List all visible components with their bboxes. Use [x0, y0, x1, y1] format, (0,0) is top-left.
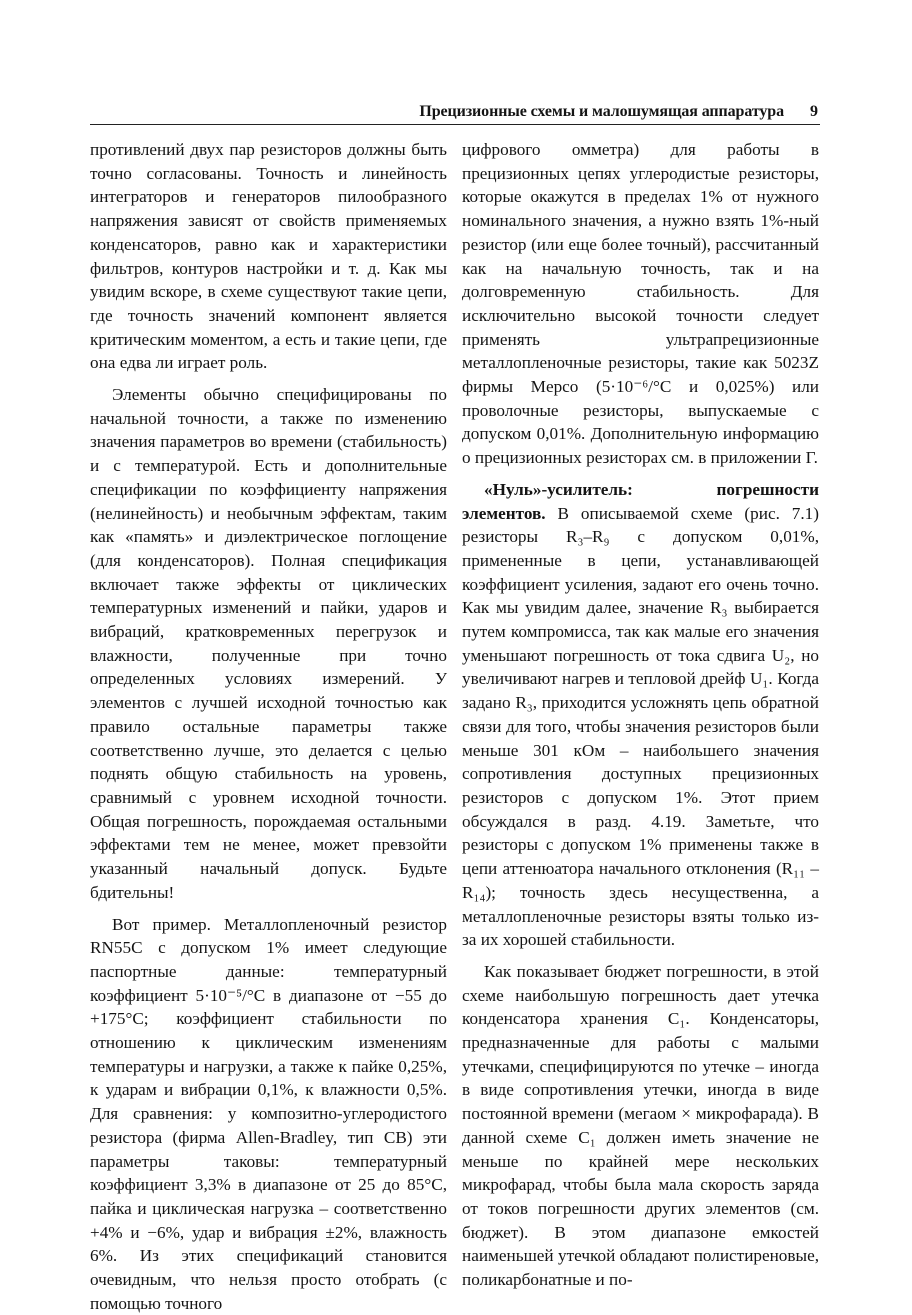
paragraph-body: В описываемой схеме (рис. 7.1) резисторы R₃–R₉ с допуском 0,01%, примененные в цепи, устанавливающей коэффициент усиления, задают его очень точно. Как мы увидим далее, значение R₃ выбирается путем компромисса, так как малые его значения уменьшают погрешность от тока сдвига U₂, но увеличивают нагрев и тепловой дрейф U₁. Когда задано R₃, приходится усложнять цепь обратной связи для того, чтобы значения резисторов были меньше 301 кОм – наибольшего значения сопротивления доступных прецизионных резисторов с допуском 1%. Этот прием обсуждался в разд. 4.19. Заметьте, что резисторы с допуском 1% применены также в цепи аттенюатора начального отклонения (R₁₁ – R₁₄); точность здесь несущественна, а металлопленочные резисторы взяты только из-за их хорошей стабильности.: [462, 504, 819, 950]
page-number: 9: [810, 103, 818, 121]
header-title: Прецизионные схемы и малошумящая аппаратура: [419, 103, 784, 121]
paragraph: цифрового омметра) для работы в прецизионных цепях углеродистые резисторы, которые окажутся в пределах 1% от нужного номинального значения, а нужно взять 1%-ный резистор (или еще более точный), рассчитанный как на начальную точность, так и на долговременную стабильность. Для исключительно высокой точности следует применять ультрапрецизионные металлопленочные резисторы, такие как 5023Z фирмы Mepco (5·10⁻⁶/°С и 0,025%) или проволочные резисторы, выпускаемые с допуском 0,01%. Дополнительную информацию о прецизионных резисторах см. в приложении Г.: [462, 138, 819, 470]
paragraph: Элементы обычно специфицированы по начальной точности, а также по изменению значения параметров во времени (стабильность) и с температурой. Есть и дополнительные спецификации по коэффициенту напряжения (нелинейность) и необычным эффектам, таким как «память» и диэлектрическое поглощение (для конденсаторов). Полная спецификация включает также эффекты от циклических температурных изменений и пайки, ударов и вибраций, кратковременных перегрузок и влажности, полученные при точно определенных условиях измерений. У элементов с лучшей исходной точностью как правило остальные параметры также соответственно лучше, это делается с целью поднять общую стабильность на уровень, сравнимый с уровнем исходной точности. Общая погрешность, порождаемая остальными эффектами тем не менее, может превзойти указанный начальный допуск. Будьте бдительны!: [90, 383, 447, 904]
paragraph: Как показывает бюджет погрешности, в этой схеме наибольшую погрешность дает утечка конденсатора хранения C₁. Конденсаторы, предназначенные для работы с малыми утечками, специфицируются по утечке – иногда в виде сопротивления утечки, иногда в виде постоянной времени (мегаом × микрофарада). В данной схеме C₁ должен иметь значение не меньше по крайней мере нескольких микрофарад, чтобы была мала скорость заряда от токов погрешности других элементов (см. бюджет). В этом диапазоне емкостей наименьшей утечкой обладают полистиреновые, поликарбонатные и по-: [462, 960, 819, 1292]
running-header: [90, 100, 820, 125]
paragraph: [462, 478, 819, 952]
left-column: [90, 138, 447, 1315]
section-heading: «Нуль»-усилитель: погрешности элементов.: [462, 480, 819, 523]
paragraph: противлений двух пар резисторов должны быть точно согласованы. Точность и линейность интеграторов и генераторов пилообразного напряжения зависят от свойств применяемых конденсаторов, равно как и характеристики фильтров, контуров настройки и т. д. Как мы увидим вскоре, в схеме существуют такие цепи, где точность значений компонент является критическим моментом, а есть и такие цепи, где она едва ли играет роль.: [90, 138, 447, 375]
right-column: [462, 138, 819, 1292]
paragraph: Вот пример. Металлопленочный резистор RN55C с допуском 1% имеет следующие паспортные данные: температурный коэффициент 5·10⁻⁵/°С в диапазоне от −55 до +175°С; коэффициент стабильности по отношению к циклическим изменениям температуры и нагрузки, а также к пайке 0,25%, к ударам и вибрации 0,1%, к влажности 0,5%. Для сравнения: у композитно-углеродистого резистора (фирма Allen-Bradley, тип CB) эти параметры таковы: температурный коэффициент 3,3% в диапазоне от 25 до 85°С, пайка и циклическая нагрузка – соответственно +4% и −6%, удар и вибрация ±2%, влажность 6%. Из этих спецификаций становится очевидным, что нельзя просто отобрать (с помощью точного: [90, 913, 447, 1315]
